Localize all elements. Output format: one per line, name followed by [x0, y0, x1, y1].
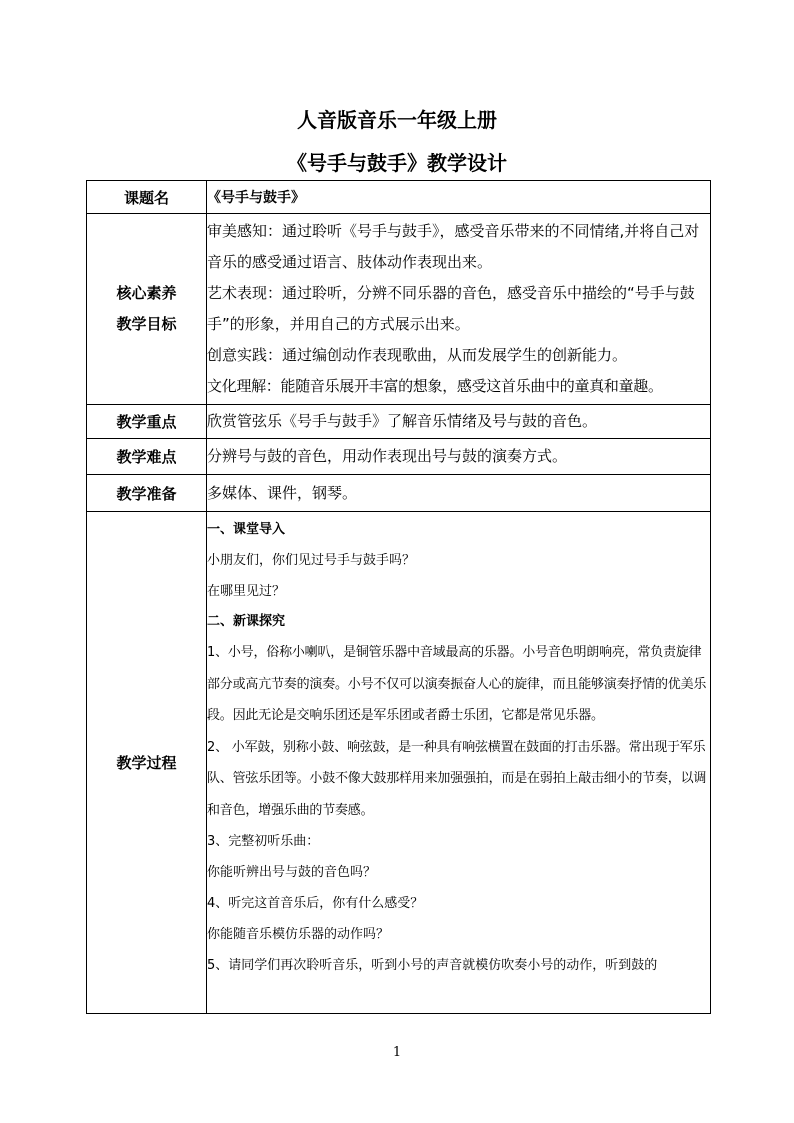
- preparation-label: 教学准备: [87, 475, 207, 512]
- goals-label: [87, 214, 207, 405]
- row-preparation: [87, 475, 711, 512]
- goal-creativity: 创意实践：通过编创动作表现歌曲，从而发展学生的创新能力。: [207, 346, 628, 364]
- step-relisten: 5、请同学们再次聆听音乐，听到小号的声音就模仿吹奏小号的动作，听到鼓的: [207, 958, 658, 973]
- row-difficulty: [87, 439, 711, 475]
- difficulty-value: 分辨号与鼓的音色，用动作表现出号与鼓的演奏方式。: [207, 439, 711, 475]
- row-process: [87, 512, 711, 1014]
- step-imitate-question: 你能随音乐模仿乐器的动作吗？: [207, 927, 390, 942]
- goal-expression: 艺术表现：通过聆听，分辨不同乐器的音色，感受音乐中描绘的“号手与鼓手”的形象，并用自己的方式展示出来。: [207, 284, 695, 333]
- document-title: 人音版音乐一年级上册: [297, 108, 497, 132]
- goals-label-line1: 核心素养: [116, 284, 177, 302]
- goal-culture: 文化理解：能随音乐展开丰富的想象，感受这首乐曲中的童真和童趣。: [207, 377, 663, 395]
- key-point-value: 欣赏管弦乐《号手与鼓手》了解音乐情绪及号与鼓的音色。: [207, 405, 711, 439]
- para-snare-drum: 2、 小军鼓，别称小鼓、响弦鼓，是一种具有响弦横置在鼓面的打击乐器。常出现于军乐队、管弦乐团等。小鼓不像大鼓那样用来加强强拍，而是在弱拍上敲击细小的节奏，以调和音色，增强乐曲的节奏感。: [207, 739, 707, 818]
- section-explore: 二、新课探究: [207, 614, 286, 629]
- row-topic: [87, 181, 711, 214]
- step-first-listen-question: 你能听辨出号与鼓的音色吗？: [207, 865, 377, 880]
- page-number: 1: [392, 1045, 402, 1060]
- row-goals: [87, 214, 711, 405]
- document-subtitle: 《号手与鼓手》教学设计: [287, 151, 507, 175]
- difficulty-label: 教学难点: [87, 439, 207, 475]
- process-content: [207, 512, 711, 1014]
- para-trumpet: 1、小号，俗称小喇叭，是铜管乐器中音域最高的乐器。小号音色明朗响亮，常负责旋律部分或高亢节奏的演奏。小号不仅可以演奏振奋人心的旋律，而且能够演奏抒情的优美乐段。因此无论是交响乐团还是军乐团或者爵士乐团，它都是常见乐器。: [207, 645, 707, 723]
- preparation-value: 多媒体、课件，钢琴。: [207, 475, 711, 512]
- intro-question-2: 在哪里见过？: [207, 584, 286, 599]
- process-label: 教学过程: [87, 512, 207, 1014]
- key-point-label: 教学重点: [87, 405, 207, 439]
- step-feelings: 4、听完这首音乐后，你有什么感受？: [207, 896, 424, 911]
- lesson-plan-table: [86, 180, 711, 1014]
- row-key-point: [87, 405, 711, 439]
- goals-content: [207, 214, 711, 405]
- topic-value: 《号手与鼓手》: [207, 181, 711, 214]
- topic-label: 课题名: [87, 181, 207, 214]
- goal-aesthetic: 审美感知：通过聆听《号手与鼓手》，感受音乐带来的不同情绪,并将自己对音乐的感受通过语言、肢体动作表现出来。: [207, 222, 700, 271]
- section-intro: 一、课堂导入: [207, 522, 286, 537]
- step-first-listen: 3、完整初听乐曲：: [207, 834, 320, 849]
- intro-question-1: 小朋友们，你们见过号手与鼓手吗？: [207, 553, 416, 568]
- goals-label-line2: 教学目标: [116, 315, 177, 333]
